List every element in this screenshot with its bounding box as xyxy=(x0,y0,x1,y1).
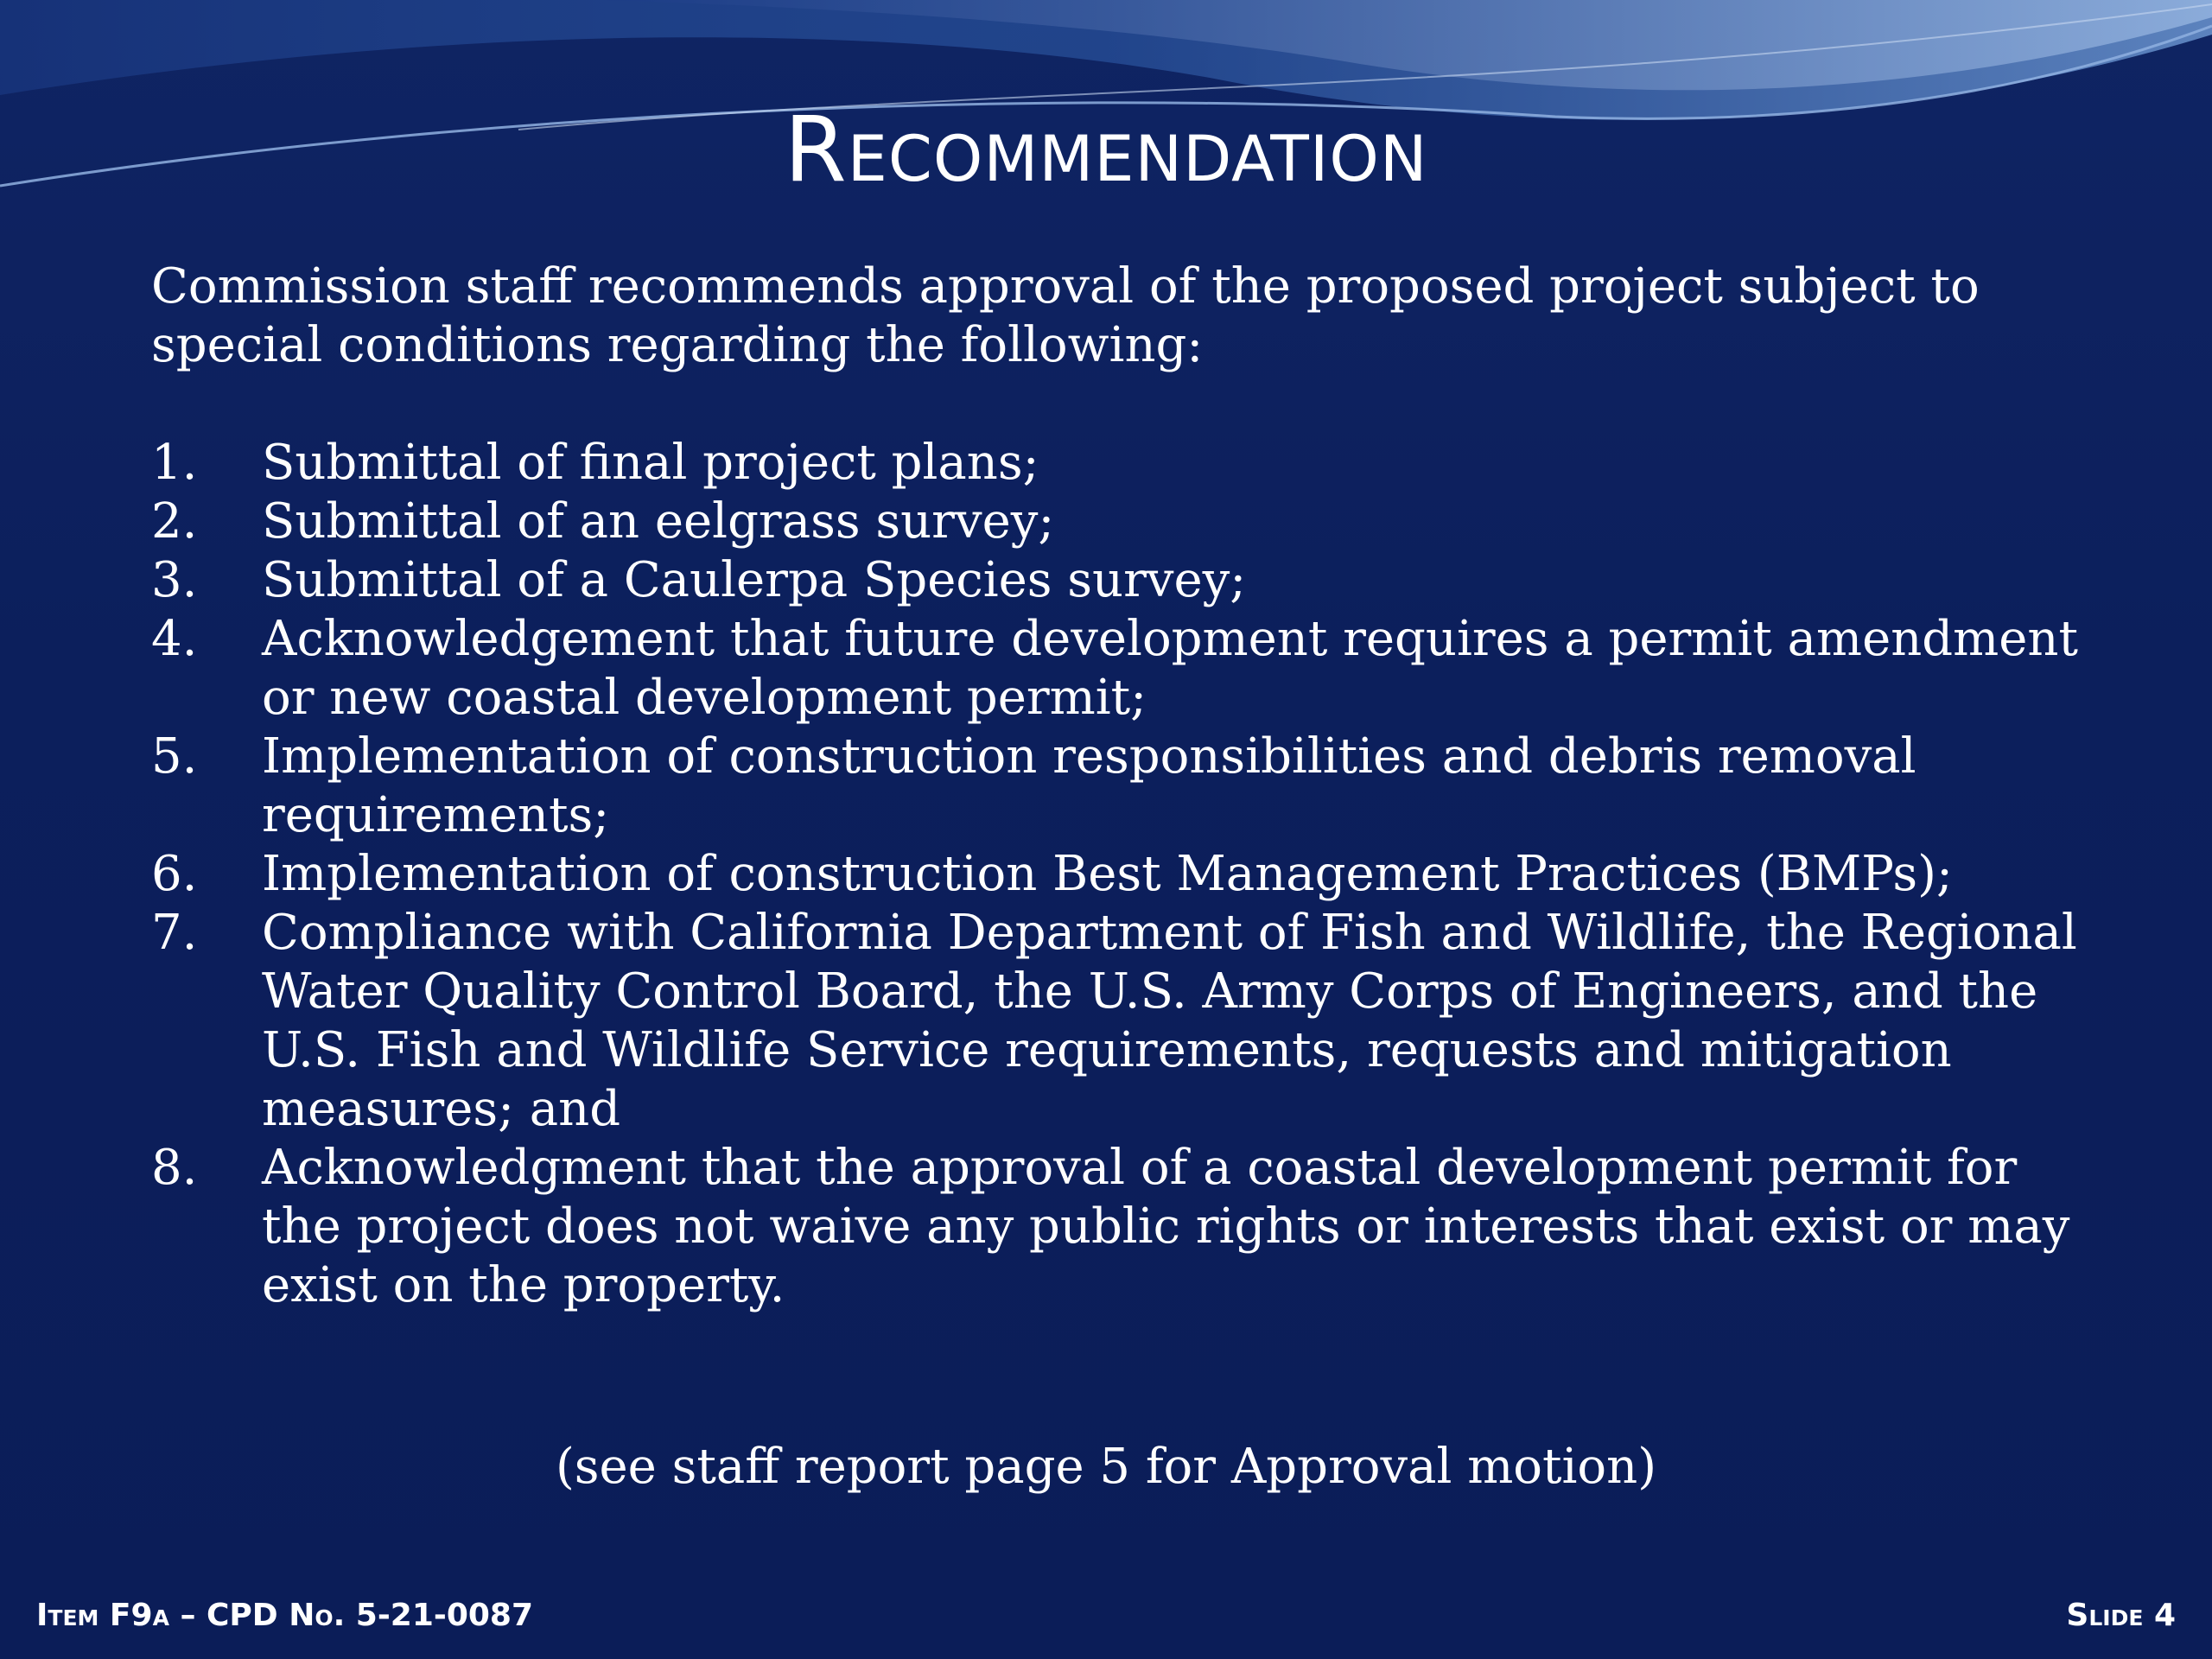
footer-slide-number: Slide 4 xyxy=(2066,1598,2176,1633)
condition-text: Submittal of an eelgrass survey; xyxy=(262,493,1055,550)
condition-text: Acknowledgment that the approval of a coastal development permit for the project does not waive any public rights or interests that exist or may exist on the property. xyxy=(262,1140,2070,1313)
condition-item xyxy=(151,610,2078,728)
condition-text: Compliance with California Department of Fish and Wildlife, the Regional Water Quality Control Board, the U.S. Army Corps of Engineers, and the U.S. Fish and Wildlife Service requirements, requests and mitigation measures; and xyxy=(262,905,2077,1137)
condition-item xyxy=(151,434,2078,493)
condition-number: 5. xyxy=(151,728,198,785)
condition-text: Acknowledgement that future development requires a permit amendment or new coastal development permit; xyxy=(262,611,2078,726)
conditions-list xyxy=(151,434,2078,1315)
condition-number: 7. xyxy=(151,905,198,961)
slide-title: Recommendation xyxy=(784,97,1428,202)
condition-number: 8. xyxy=(151,1140,198,1196)
intro-text: Commission staff recommends approval of the proposed project subject to special conditions regarding the following: xyxy=(151,258,1980,373)
condition-number: 6. xyxy=(151,846,198,902)
condition-number: 1. xyxy=(151,435,198,491)
footer-item-number: Item F9a – CPD No. 5-21-0087 xyxy=(36,1598,534,1633)
condition-number: 2. xyxy=(151,493,198,550)
condition-item xyxy=(151,728,2078,845)
condition-item xyxy=(151,845,2078,904)
condition-text: Submittal of final project plans; xyxy=(262,435,1039,491)
condition-text: Implementation of construction Best Management Practices (BMPs); xyxy=(262,846,1953,902)
condition-item xyxy=(151,493,2078,551)
approval-motion-note: (see staff report page 5 for Approval motion) xyxy=(555,1439,1657,1495)
slide-body xyxy=(151,257,2078,1315)
condition-text: Implementation of construction responsibilities and debris removal requirements; xyxy=(262,728,1916,843)
condition-item xyxy=(151,904,2078,1139)
condition-number: 3. xyxy=(151,552,198,608)
condition-item xyxy=(151,1139,2078,1315)
condition-item xyxy=(151,551,2078,610)
condition-number: 4. xyxy=(151,611,198,667)
condition-text: Submittal of a Caulerpa Species survey; xyxy=(262,552,1247,608)
